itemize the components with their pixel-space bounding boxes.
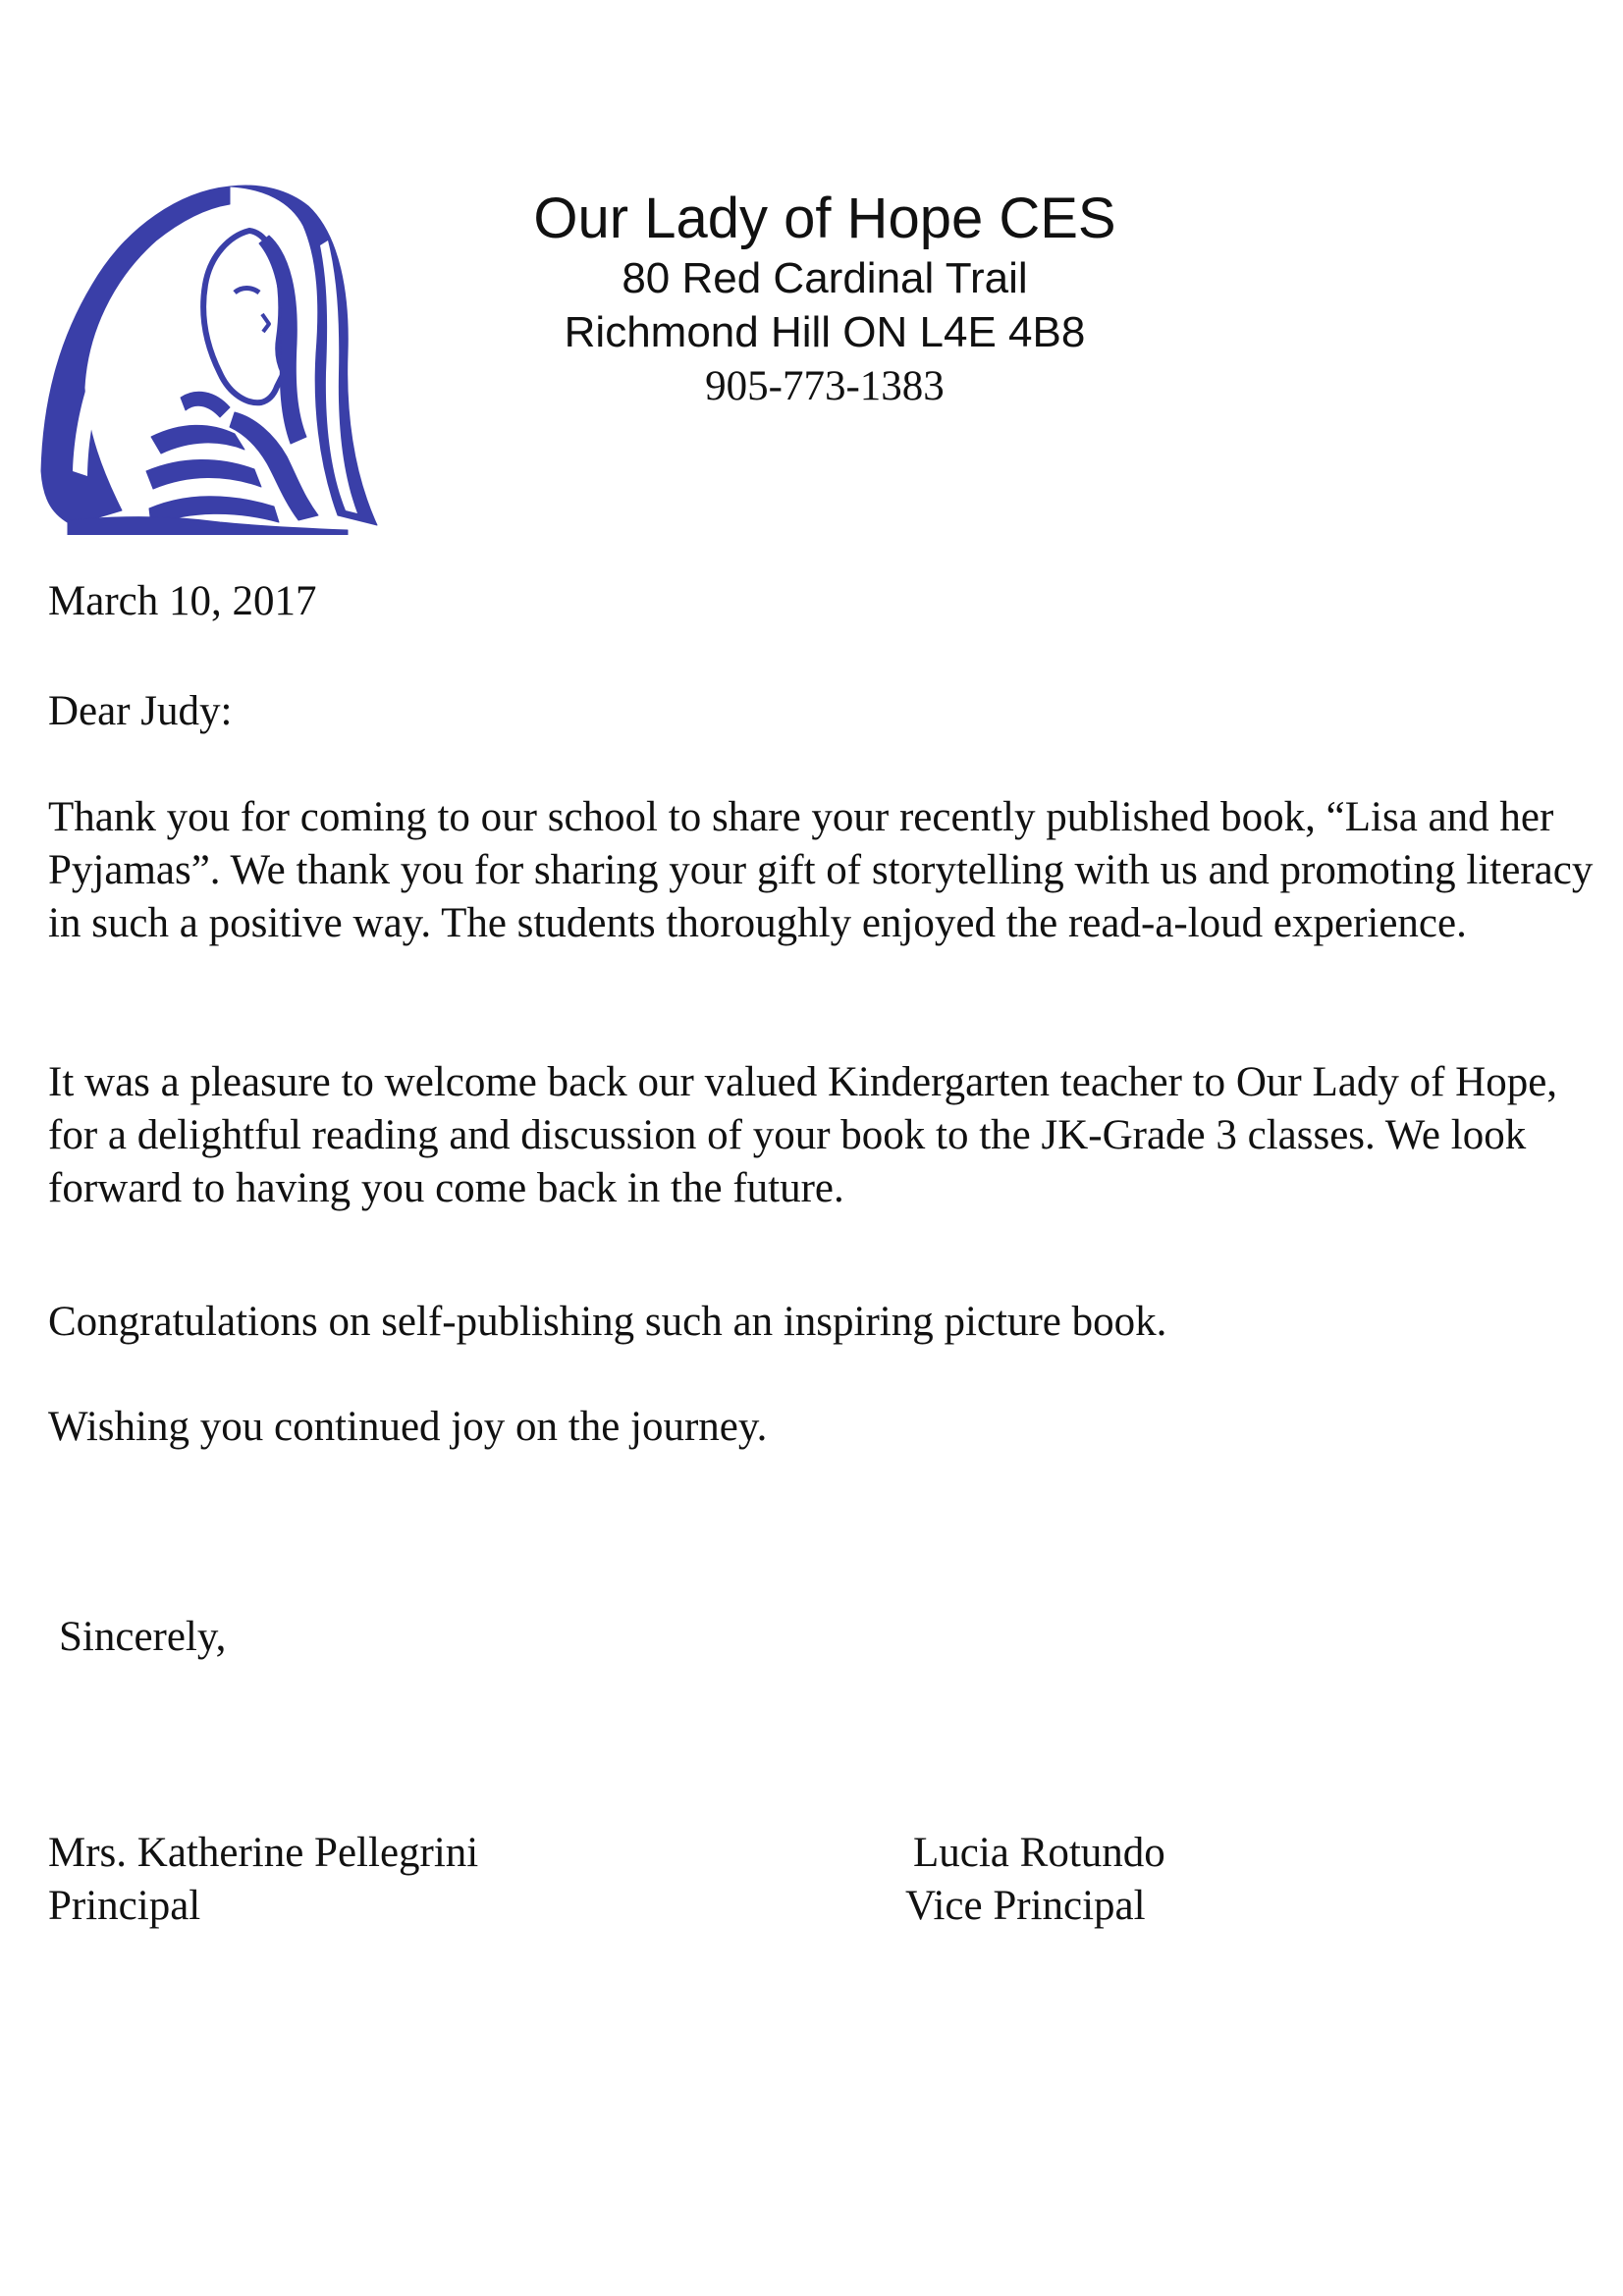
signature-vice-principal: [905, 1827, 1165, 1933]
signatory-name: Mrs. Katherine Pellegrini: [48, 1830, 479, 1876]
signatory-title: Vice Principal: [905, 1883, 1146, 1929]
closing: Sincerely,: [59, 1614, 227, 1660]
paragraph-thanks: Thank you for coming to our school to share your recently published book, “Lisa and her Pyjamas”. We thank you for sharing your gift of storytelling with us and promoting literacy in such a positive way. The students thoroughly enjoyed the read-a-loud experience.: [48, 794, 1594, 946]
phone-number: 905-773-1383: [705, 363, 945, 409]
letter-date: March 10, 2017: [48, 578, 317, 624]
signatory-name: Lucia Rotundo: [913, 1830, 1165, 1876]
city-line: Richmond Hill ON L4E 4B8: [564, 308, 1086, 356]
signatory-title: Principal: [48, 1883, 201, 1929]
paragraph-wishes: Wishing you continued joy on the journey.: [48, 1404, 768, 1450]
paragraph-congratulations: Congratulations on self-publishing such an inspiring picture book.: [48, 1299, 1167, 1345]
madonna-logo-icon: [33, 177, 387, 535]
salutation: Dear Judy:: [48, 688, 233, 734]
street-address: 80 Red Cardinal Trail: [622, 254, 1028, 302]
letterhead: [452, 187, 1198, 413]
paragraph-welcome: It was a pleasure to welcome back our valued Kindergarten teacher to Our Lady of Hope, for a delightful reading and discussion of your book to the JK-Grade 3 classes. We look forward to having you come back in the future.: [48, 1059, 1558, 1211]
signature-principal: [48, 1827, 478, 1933]
school-name: Our Lady of Hope CES: [533, 187, 1116, 250]
